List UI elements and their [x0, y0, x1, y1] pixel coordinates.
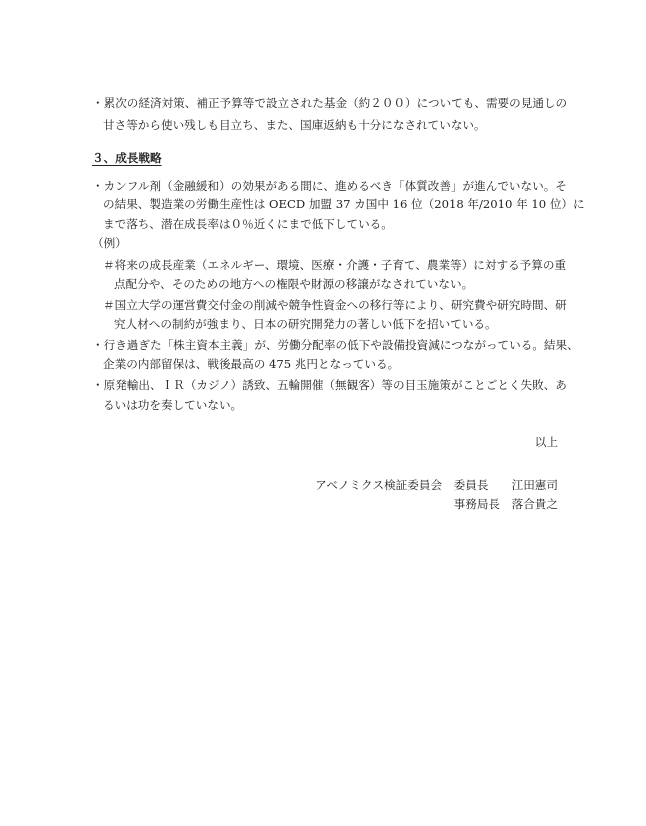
signature-line-1: アベノミクス検証委員会 委員長 江田憲司: [315, 478, 558, 492]
example2-line-2: 究人材への制約が強まり、日本の研究開発力の著しい低下を招いている。: [114, 317, 497, 331]
bullet2-line-1: ・行き過ぎた「株主資本主義」が、労働分配率の低下や設備投資減につながっている。結果、: [92, 338, 579, 352]
example2-line-1: ＃国立大学の運営費交付金の削減や競争性資金への移行等により、研究費や研究時間、研: [103, 298, 567, 312]
example-label: （例）: [92, 236, 127, 250]
bullet1-line-2: の結果、製造業の労働生産性は OECD 加盟 37 カ国中 16 位（2018 年/2010 年 10 位）に: [103, 197, 585, 211]
example1-line-1: ＃将来の成長産業（エネルギー、環境、医療・介護・子育て、農業等）に対する予算の重: [103, 258, 567, 272]
closing-text: 以上: [534, 435, 558, 449]
bullet1-line-1: ・カンフル剤（金融緩和）の効果がある間に、進めるべき「体質改善」が進んでいない。そ: [92, 179, 567, 193]
signature-line-2: 事務局長 落合貴之: [453, 497, 558, 511]
section-heading: ３、成長戦略: [92, 151, 162, 165]
bullet2-line-2: 企業の内部留保は、戦後最高の 475 兆円となっている。: [103, 357, 400, 371]
example1-line-2: 点配分や、そのための地方への権限や財源の移譲がなされていない。: [114, 277, 474, 291]
bullet3-line-1: ・原発輸出、ＩＲ（カジノ）誘致、五輪開催（無観客）等の目玉施策がことごとく失敗、あ: [92, 378, 567, 392]
bullet3-line-2: るいは功を奏していない。: [103, 398, 243, 412]
bullet1-line-3: まで落ち、潜在成長率は０％近くにまで低下している。: [103, 217, 393, 231]
intro-bullet-line-2: 甘さ等から使い残しも目立ち、また、国庫返納も十分になされていない。: [103, 118, 486, 132]
intro-bullet-line-1: ・累次の経済対策、補正予算等で設立された基金（約２００）についても、需要の見通しの: [92, 96, 568, 110]
